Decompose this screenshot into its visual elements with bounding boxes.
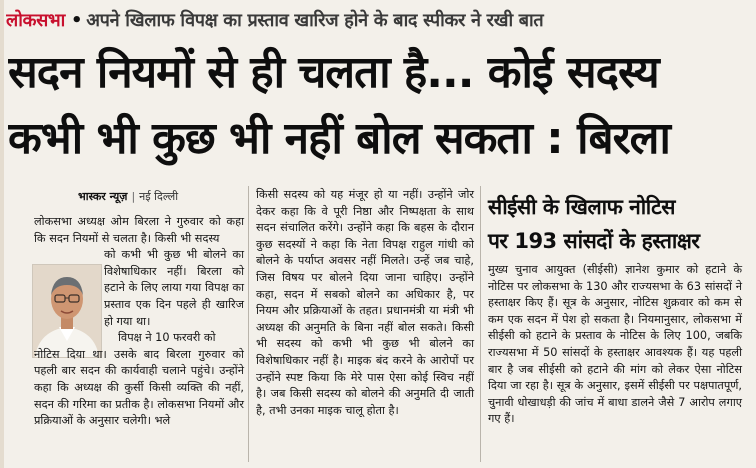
sidebar-text: मुख्य चुनाव आयुक्त (सीईसी) ज्ञानेश कुमार को हटाने के नोटिस पर लोकसभा के 130 और राज्यसभा के 63 सांसदों ने हस्ताक्षर किए हैं। सूत्र के अनुसार, नोटिस शुक्रवार को कम से कम एक सदन में पेश हो सकता है। नियमानुसार, लोकसभा में सीईसी को हटाने के प्रस्ताव के नोटिस के लिए 100, जबकि राज्यसभा में 50 सांसदों के हस्ताक्षर आवश्यक हैं। यह पहली बार है जब सीईसी को हटाने की मांग को लेकर ऐसा नोटिस दिया जा रहा है। सूत्र के अनुसार, इसमें सीईसी पर पक्षपातपूर्ण, चुनावी धोखाधड़ी की जांच में बाधा डालने जैसे 7 आरोप लगाए गए हैं। xyxy=(488,263,742,426)
page-edge xyxy=(0,0,4,468)
byline-source: भास्कर न्यूज़ xyxy=(78,190,128,203)
col1-para-wrap: को कभी भी कुछ भी बोलने का विशेषाधिकार नहीं। बिरला को हटाने के लिए लाया गया विपक्ष का प्रस्ताव एक दिन पहले ही खारिज हो गया था। xyxy=(104,248,244,328)
article-column-2 xyxy=(256,187,474,419)
col1-photo-wrap xyxy=(34,247,244,347)
column-divider-2 xyxy=(480,186,481,462)
kicker-deck: अपने खिलाफ विपक्ष का प्रस्ताव खारिज होने के बाद स्पीकर ने रखी बात xyxy=(86,10,544,31)
kicker-bullet: • xyxy=(70,10,83,31)
article-column-1 xyxy=(34,214,244,430)
byline-separator: | xyxy=(131,190,136,203)
col1-para-intro: लोकसभा अध्यक्ष ओम बिरला ने गुरुवार को कहा कि सदन नियमों से चलता है। किसी भी सदस्य xyxy=(34,215,244,245)
col2-text: किसी सदस्य को यह मंजूर हो या नहीं। उन्होंने जोर देकर कहा कि वे पूरी निष्ठा और निष्पक्षता के साथ सदन संचालित करेंगे। उन्होंने कहा कि बहस के दौरान कुछ सदस्यों ने कहा कि नेता विपक्ष राहुल गांधी को बोलने के पर्याप्त अवसर नहीं मिलते। उन्हें जब चाहे, जिस विषय पर बोलने दिया जाना चाहिए। उन्होंने कहा, सदन में सबको बोलने का अधिकार है, पर नियम और प्रक्रियाओं के तहत। प्रधानमंत्री या मंत्री भी अध्यक्ष की अनुमति के बिना नहीं बोल सकते। किसी भी सदस्य को कभी भी कुछ भी बोलने का विशेषाधिकार नहीं है। माइक बंद करने के आरोपों पर उन्होंने स्पष्ट किया कि मेरे पास ऐसा कोई स्विच नहीं है। जब किसी सदस्य को बोलने की अनुमति दी जाती है, तभी उनका माइक चालू होता है। xyxy=(256,188,474,417)
byline-city: नई दिल्ली xyxy=(139,190,179,203)
col1-para-2-start: विपक्ष ने 10 फरवरी को xyxy=(118,331,216,345)
headline-line-1: सदन नियमों से ही चलता है... कोई सदस्य xyxy=(8,47,659,98)
sidebar-article xyxy=(488,262,742,428)
section-label: लोकसभा xyxy=(6,10,65,31)
col1-para-2-rest: नोटिस दिया था। उसके बाद बिरला गुरुवार को पहली बार सदन की कार्यवाही चलाने पहुंचे। उन्होंने कहा कि अध्यक्ष की कुर्सी किसी व्यक्ति की नहीं, सदन की गरिमा का प्रतीक है। लोकसभा नियमों और प्रक्रियाओं के अनुसार चलेगी। भले xyxy=(34,347,244,428)
column-divider-1 xyxy=(248,186,249,462)
main-headline xyxy=(8,40,748,172)
sidebar-headline xyxy=(488,190,750,258)
sidebar-headline-line-1: सीईसी के खिलाफ नोटिस xyxy=(488,195,675,219)
kicker-line xyxy=(6,8,752,34)
headline-line-2: कभी भी कुछ भी नहीं बोल सकता : बिरला xyxy=(8,113,670,164)
sidebar-headline-line-2: पर 193 सांसदों के हस्ताक्षर xyxy=(488,229,700,253)
photo-spacer xyxy=(34,247,104,347)
col1-wrap-text xyxy=(104,247,244,347)
